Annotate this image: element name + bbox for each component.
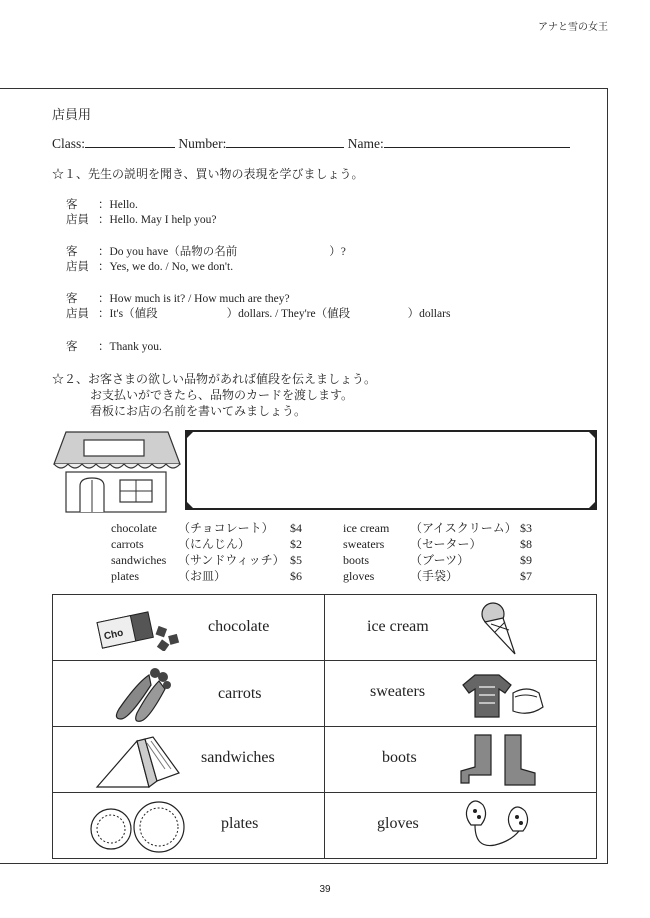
shop-name-signboard[interactable] <box>184 429 598 511</box>
item-card-chocolate[interactable] <box>53 595 325 661</box>
sandwich-icon <box>93 733 183 789</box>
speaker: 店員 <box>66 308 89 320</box>
carrots-icon <box>105 665 177 723</box>
dialogue-block-2 <box>66 245 346 275</box>
item-card-carrots[interactable] <box>53 661 325 727</box>
price-item-price: $4 <box>290 521 302 535</box>
boots-icon <box>459 733 539 789</box>
item-card-gloves[interactable] <box>325 793 597 859</box>
price-item-jp: （お皿） <box>178 569 227 583</box>
dialogue-block-3 <box>66 292 450 322</box>
speaker: 店員 <box>66 214 89 226</box>
class-row <box>52 135 570 152</box>
card-label: ice cream <box>367 618 429 635</box>
price-item-en: ice cream <box>343 521 390 535</box>
chocolate-icon <box>95 605 185 651</box>
speaker: 客 <box>66 293 78 305</box>
price-item-price: $6 <box>290 569 302 583</box>
speaker: 客 <box>66 199 78 211</box>
price-item-en: sandwiches <box>111 553 167 567</box>
item-card-ice-cream[interactable] <box>325 595 597 661</box>
item-cards-grid <box>52 594 597 859</box>
item-card-boots[interactable] <box>325 727 597 793</box>
dialogue-text: ：How much is it? / How much are they? <box>98 293 290 305</box>
name-field[interactable] <box>384 135 570 148</box>
card-label: chocolate <box>208 618 270 635</box>
shop-icon <box>52 428 182 514</box>
price-item-en: plates <box>111 569 139 583</box>
dialogue-text: ：Thank you. <box>98 341 162 353</box>
number-label: Number: <box>178 136 227 151</box>
speaker: 客 <box>66 246 78 258</box>
dialogue-text: ：Do you have（品物の名前 ）? <box>98 246 346 258</box>
section2-instructions <box>52 371 376 419</box>
price-item-en: sweaters <box>343 537 385 551</box>
price-item-price: $9 <box>520 553 532 567</box>
dialogue-text: ：Hello. May I help you? <box>98 214 217 226</box>
card-label: gloves <box>377 815 419 832</box>
card-label: boots <box>382 749 417 766</box>
price-item-en: chocolate <box>111 521 157 535</box>
gloves-icon <box>461 797 537 855</box>
card-label: plates <box>221 815 259 832</box>
sweater-icon <box>455 667 551 723</box>
price-item-jp: （手袋） <box>410 569 459 583</box>
name-label: Name: <box>347 136 384 151</box>
price-item-price: $3 <box>520 521 532 535</box>
section2-line2: お支払いができたら、品物のカードを渡します。 <box>90 388 354 402</box>
speaker: 店員 <box>66 261 89 273</box>
price-item-price: $5 <box>290 553 302 567</box>
price-item-jp: （セーター） <box>410 537 482 551</box>
item-card-sweaters[interactable] <box>325 661 597 727</box>
dialogue-text: ：Hello. <box>98 199 138 211</box>
speaker: 客 <box>66 341 78 353</box>
dialogue-block-4 <box>66 340 162 355</box>
price-item-price: $7 <box>520 569 532 583</box>
price-item-price: $8 <box>520 537 532 551</box>
card-label: sweaters <box>370 683 426 700</box>
price-item-jp: （ブーツ） <box>410 553 470 567</box>
dialogue-block-1 <box>66 198 217 228</box>
dialogue-text: ：It's（値段 ）dollars. / They're（値段 ）dollars <box>98 308 451 320</box>
plates-icon <box>89 799 189 855</box>
card-label: carrots <box>218 685 262 702</box>
ice-cream-icon <box>475 600 523 656</box>
section2-line1: ☆２、お客さまの欲しい品物があれば値段を伝えましょう。 <box>52 372 377 386</box>
price-item-jp: （アイスクリーム） <box>410 521 517 535</box>
book-title: アナと雪の女王 <box>538 22 608 33</box>
item-card-sandwiches[interactable] <box>53 727 325 793</box>
page-number: 39 <box>319 884 331 895</box>
price-item-en: gloves <box>343 569 375 583</box>
section2-line3: 看板にお店の名前を書いてみましょう。 <box>90 404 307 418</box>
dialogue-text: ：Yes, we do. / No, we don't. <box>98 261 234 273</box>
price-item-en: boots <box>343 553 370 567</box>
class-label: Class: <box>52 136 86 151</box>
price-item-jp: （チョコレート） <box>178 521 274 535</box>
price-item-en: carrots <box>111 537 144 551</box>
item-card-plates[interactable] <box>53 793 325 859</box>
number-field[interactable] <box>226 135 344 148</box>
price-item-price: $2 <box>290 537 302 551</box>
staff-label: 店員用 <box>52 108 92 123</box>
card-label: sandwiches <box>201 749 275 766</box>
class-field[interactable] <box>85 135 175 148</box>
svg-text:Cho: Cho <box>103 627 125 643</box>
price-item-jp: （サンドウィッチ） <box>178 553 285 567</box>
price-item-jp: （にんじん） <box>178 537 251 551</box>
section1-instruction: ☆１、先生の説明を聞き、買い物の表現を学びましょう。 <box>52 167 364 181</box>
